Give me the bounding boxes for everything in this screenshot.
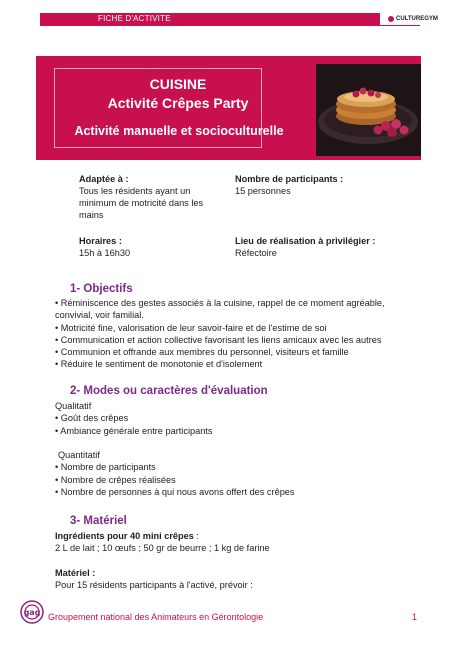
banner-subtitle: Activité manuelle et socioculturelle xyxy=(74,124,284,138)
materiel-value: Pour 15 résidents participants à l'activé, prévoir : xyxy=(55,580,253,591)
quantitatif-label: Quantitatif xyxy=(58,450,100,460)
banner-title xyxy=(72,75,284,113)
list-item: • Communication et action collective favorisant les liens amicaux avec les autres xyxy=(55,334,382,345)
lieu-label: Lieu de réalisation à privilégier : xyxy=(235,236,376,246)
crepes-photo xyxy=(316,64,421,156)
list-item: • Communion et offrande aux membres du personnel, visiteurs et famille xyxy=(55,347,349,358)
list-item: • Ambiance générale entre participants xyxy=(55,425,213,436)
lieu-block xyxy=(235,235,425,259)
ingredients-block xyxy=(55,530,425,555)
list-item: • Goût des crêpes xyxy=(55,413,129,424)
page-number: 1 xyxy=(412,612,418,622)
ingredients-label: Ingrédients pour 40 mini crêpes xyxy=(55,531,194,541)
brand-logo xyxy=(388,13,438,25)
participants-label: Nombre de participants : xyxy=(235,174,344,184)
list-item: convivial, voir familial. xyxy=(55,310,144,321)
footer-organisation: Groupement national des Animateurs en Gérontologie xyxy=(48,612,264,622)
horaires-value: 15h à 16h30 xyxy=(79,248,131,258)
header-bar xyxy=(40,13,380,25)
materiel-block xyxy=(55,567,425,592)
logo-text: gag xyxy=(23,608,41,617)
list-item: • Réminiscence des gestes associés à la cuisine, rappel de ce moment agréable, xyxy=(55,298,385,308)
list-item: • Nombre de crêpes réalisées xyxy=(55,474,176,485)
lieu-value: Réfectoire xyxy=(235,248,277,258)
materiel-label: Matériel : xyxy=(55,568,96,578)
brand-dot-icon xyxy=(388,16,394,22)
qualitatif-label: Qualitatif xyxy=(55,401,92,411)
list-item: • Nombre de participants xyxy=(55,462,156,473)
adaptee-line-1: Tous les résidents ayant un xyxy=(79,186,191,196)
participants-block xyxy=(235,173,415,197)
objectifs-list xyxy=(55,297,425,371)
qualitatif-list xyxy=(55,400,425,437)
horaires-label: Horaires : xyxy=(79,236,122,246)
participants-value: 15 personnes xyxy=(235,186,291,196)
title-banner xyxy=(36,56,421,160)
banner-title-line2: Activité Crêpes Party xyxy=(107,95,249,111)
adaptee-block xyxy=(79,173,229,221)
adaptee-label: Adaptée à : xyxy=(79,174,129,184)
list-item: • Réduire le sentiment de monotonie et d'isolement xyxy=(55,359,263,370)
ingredients-value: 2 L de lait ; 10 œufs ; 50 gr de beurre ; 1 kg de farine xyxy=(55,543,270,554)
horaires-block xyxy=(79,235,229,259)
section-materiel-title: 3- Matériel xyxy=(70,515,127,527)
list-item: • Nombre de personnes à qui nous avons offert des crêpes xyxy=(55,486,295,497)
list-item: • Motricité fine, valorisation de leur savoir-faire et de l'estime de soi xyxy=(55,322,327,333)
adaptee-line-2: minimum de motricité dans les xyxy=(79,198,204,208)
banner-title-line1: CUISINE xyxy=(149,76,207,92)
section-objectifs-title: 1- Objectifs xyxy=(70,283,133,295)
header-divider xyxy=(40,25,420,26)
quantitatif-list xyxy=(55,449,425,498)
ingredients-colon: : xyxy=(193,531,199,541)
header-label: FICHE D'ACTIVITE xyxy=(98,14,171,23)
section-evaluation-title: 2- Modes ou caractères d'évaluation xyxy=(70,385,268,397)
brand-name: CULTUREGYM xyxy=(396,16,438,22)
adaptee-line-3: mains xyxy=(79,210,104,220)
gag-logo xyxy=(20,600,44,624)
